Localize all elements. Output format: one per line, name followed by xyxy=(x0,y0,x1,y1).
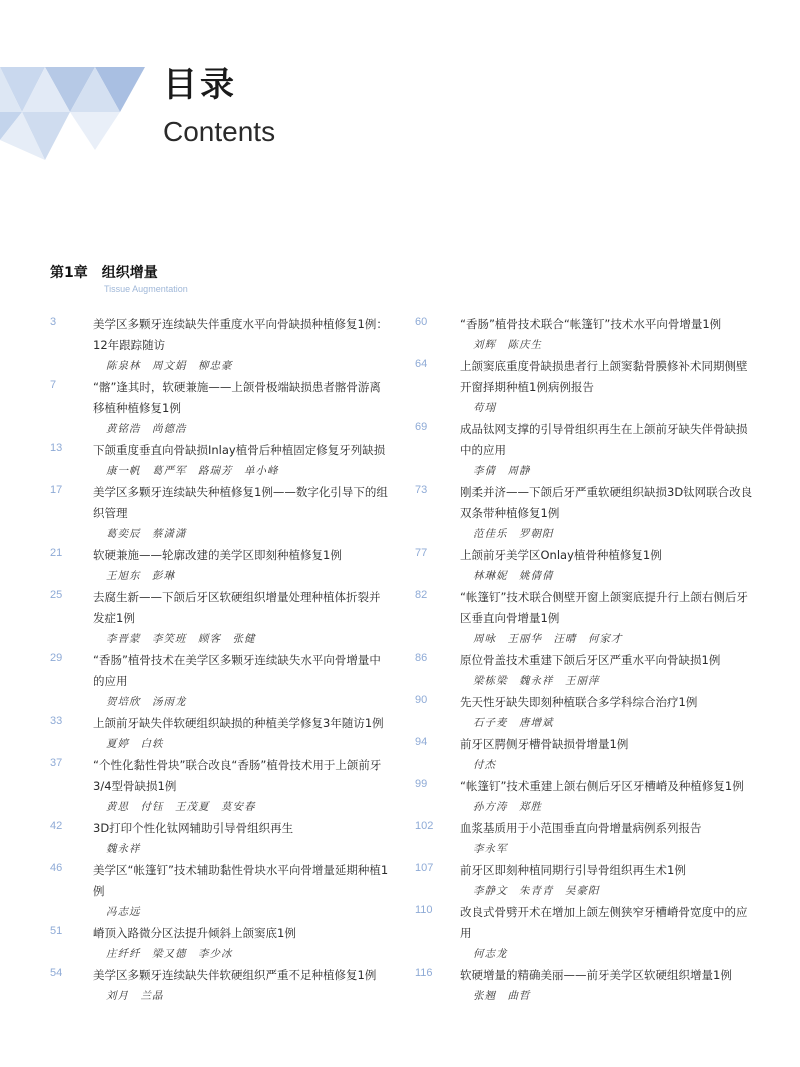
toc-entry-title: 3D打印个性化钛网辅助引导骨组织再生 xyxy=(93,821,294,835)
toc-entry-authors: 石子麦 唐增斌 xyxy=(473,717,554,729)
page-title-zh: 目录 xyxy=(163,65,237,105)
toc-entry-authors: 冯志远 xyxy=(106,906,141,918)
toc-entry-authors: 贺培欣 汤雨龙 xyxy=(106,696,187,708)
toc-entry-authors: 王旭东 彭琳 xyxy=(106,570,175,582)
toc-page-number: 64 xyxy=(415,358,428,370)
toc-entry[interactable] xyxy=(415,692,755,734)
toc-entry-authors: 陈泉林 周文娟 柳忠豪 xyxy=(106,360,233,372)
toc-entry[interactable] xyxy=(50,818,390,860)
toc-entry-title: 下颌重度垂直向骨缺损Inlay植骨后种植固定修复牙列缺损 xyxy=(93,443,386,457)
toc-entry[interactable] xyxy=(50,440,390,482)
toc-entry-authors: 黄铭浩 尚德浩 xyxy=(106,423,187,435)
toc-entry-authors: 何志龙 xyxy=(473,948,508,960)
toc-left-column xyxy=(50,314,390,1007)
toc-entry[interactable] xyxy=(50,650,390,713)
toc-entry-authors: 刘辉 陈庆生 xyxy=(473,339,542,351)
toc-page-number: 73 xyxy=(415,484,428,496)
toc-entry[interactable] xyxy=(415,356,755,419)
toc-page-number: 116 xyxy=(415,967,433,979)
chapter-number: 第1章 xyxy=(50,265,88,281)
toc-page-number: 77 xyxy=(415,547,428,559)
toc-page-number: 69 xyxy=(415,421,428,433)
toc-entry-authors: 刘月 兰晶 xyxy=(106,990,164,1002)
toc-entry-title: “香肠”植骨技术联合“帐篷钉”技术水平向骨增量1例 xyxy=(460,317,722,331)
toc-entry-authors: 庄纤纤 梁又德 李少冰 xyxy=(106,948,233,960)
toc-entry[interactable] xyxy=(415,734,755,776)
toc-entry-title: 嵴顶入路微分区法提升倾斜上颌窦底1例 xyxy=(93,926,296,940)
toc-entry-authors: 梁栋梁 魏永祥 王丽萍 xyxy=(473,675,600,687)
toc-entry-title: 软硬增量的精确美丽——前牙美学区软硬组织增量1例 xyxy=(460,968,732,982)
toc-entry-authors: 夏婷 白轶 xyxy=(106,738,164,750)
chapter-heading xyxy=(50,262,158,282)
toc-entry[interactable] xyxy=(50,545,390,587)
toc-entry[interactable] xyxy=(415,776,755,818)
toc-entry-title: 原位骨盖技术重建下颌后牙区严重水平向骨缺损1例 xyxy=(460,653,721,667)
toc-page-number: 21 xyxy=(50,547,63,559)
toc-entry-authors: 魏永祥 xyxy=(106,843,141,855)
toc-entry-title: 前牙区腭侧牙槽骨缺损骨增量1例 xyxy=(460,737,629,751)
toc-entry-title: 先天性牙缺失即刻种植联合多学科综合治疗1例 xyxy=(460,695,698,709)
toc-entry[interactable] xyxy=(50,713,390,755)
toc-entry-title: 前牙区即刻种植同期行引导骨组织再生术1例 xyxy=(460,863,686,877)
toc-page-number: 46 xyxy=(50,862,63,874)
toc-entry-authors: 孙方涛 郑胜 xyxy=(473,801,542,813)
toc-entry-authors: 黄思 付钰 王茂夏 莫安春 xyxy=(106,801,256,813)
toc-entry[interactable] xyxy=(415,545,755,587)
toc-entry-authors: 康一帆 葛严军 路瑞芳 单小峰 xyxy=(106,465,279,477)
toc-entry-authors: 苟珝 xyxy=(473,402,496,414)
toc-entry-title: “个性化黏性骨块”联合改良“香肠”植骨技术用于上颌前牙3/4型骨缺损1例 xyxy=(93,758,382,793)
toc-entry[interactable] xyxy=(415,482,755,545)
page-title-en: Contents xyxy=(163,116,276,147)
toc-page-number: 17 xyxy=(50,484,63,496)
toc-right-column xyxy=(415,314,755,1007)
toc-page-number: 90 xyxy=(415,694,428,706)
toc-entry[interactable] xyxy=(415,818,755,860)
toc-entry[interactable] xyxy=(50,377,390,440)
toc-page-number: 51 xyxy=(50,925,63,937)
chapter-name: 组织增量 xyxy=(101,265,158,281)
toc-page-number: 42 xyxy=(50,820,63,832)
toc-page-number: 13 xyxy=(50,442,63,454)
toc-entry-authors: 林琳妮 姚倩倩 xyxy=(473,570,554,582)
toc-entry-authors: 范佳乐 罗朝阳 xyxy=(473,528,554,540)
toc-entry[interactable] xyxy=(415,314,755,356)
toc-entry-authors: 张翘 曲哲 xyxy=(473,990,531,1002)
toc-entry-authors: 李静文 朱青青 吴豪阳 xyxy=(473,885,600,897)
toc-page-number: 29 xyxy=(50,652,63,664)
toc-entry[interactable] xyxy=(50,482,390,545)
toc-entry-authors: 周咏 王丽华 汪晴 何家才 xyxy=(473,633,623,645)
toc-page-number: 60 xyxy=(415,316,428,328)
toc-page-number: 99 xyxy=(415,778,428,790)
toc-entry[interactable] xyxy=(415,965,755,1007)
toc-entry[interactable] xyxy=(50,314,390,377)
toc-entry[interactable] xyxy=(415,587,755,650)
toc-entry-title: 上颌窦底重度骨缺损患者行上颌窦黏骨膜修补术同期侧壁开窗择期种植1例病例报告 xyxy=(460,359,748,394)
toc-entry[interactable] xyxy=(50,587,390,650)
toc-entry-title: 去腐生新——下颌后牙区软硬组织增量处理种植体折裂并发症1例 xyxy=(93,590,381,625)
toc-entry[interactable] xyxy=(50,860,390,923)
toc-entry-title: 美学区“帐篷钉”技术辅助黏性骨块水平向骨增量延期种植1例 xyxy=(93,863,389,898)
toc-page-number: 94 xyxy=(415,736,428,748)
toc-entry-title: “香肠”植骨技术在美学区多颗牙连续缺失水平向骨增量中的应用 xyxy=(93,653,381,688)
toc-entry-title: 成品钛网支撑的引导骨组织再生在上颌前牙缺失伴骨缺损中的应用 xyxy=(460,422,748,457)
toc-entry-title: 美学区多颗牙连续缺失伴软硬组织严重不足种植修复1例 xyxy=(93,968,377,982)
toc-page-number: 82 xyxy=(415,589,428,601)
toc-entry[interactable] xyxy=(415,860,755,902)
toc-page-number: 102 xyxy=(415,820,434,832)
toc-page-number: 25 xyxy=(50,589,63,601)
toc-entry-authors: 李晋蒙 李笑班 顾客 张健 xyxy=(106,633,256,645)
toc-entry[interactable] xyxy=(415,902,755,965)
toc-page-number: 86 xyxy=(415,652,428,664)
decorative-triangles xyxy=(0,0,150,165)
toc-page-number: 37 xyxy=(50,757,63,769)
toc-entry[interactable] xyxy=(50,923,390,965)
toc-page-number: 110 xyxy=(415,904,433,916)
toc-entry[interactable] xyxy=(415,650,755,692)
toc-entry[interactable] xyxy=(50,965,390,1007)
toc-entry-title: 软硬兼施——轮廓改建的美学区即刻种植修复1例 xyxy=(93,548,342,562)
toc-entry-title: 上颌前牙美学区Onlay植骨种植修复1例 xyxy=(460,548,662,562)
toc-entry-title: “帐篷钉”技术重建上颌右侧后牙区牙槽嵴及种植修复1例 xyxy=(460,779,744,793)
toc-entry[interactable] xyxy=(415,419,755,482)
toc-entry-title: 上颌前牙缺失伴软硬组织缺损的种植美学修复3年随访1例 xyxy=(93,716,384,730)
toc-entry-authors: 李永军 xyxy=(473,843,508,855)
toc-page-number: 33 xyxy=(50,715,63,727)
toc-entry-title: 美学区多颗牙连续缺失伴重度水平向骨缺损种植修复1例：12年跟踪随访 xyxy=(93,317,388,352)
toc-entry-title: 改良式骨劈开术在增加上颌左侧狭窄牙槽嵴骨宽度中的应用 xyxy=(460,905,748,940)
toc-entry-authors: 葛奕辰 蔡潇潇 xyxy=(106,528,187,540)
toc-page-number: 7 xyxy=(50,379,57,391)
toc-entry-authors: 付杰 xyxy=(473,759,496,771)
toc-page-number: 54 xyxy=(50,967,63,979)
toc-entry-title: 刚柔并济——下颌后牙严重软硬组织缺损3D钛网联合改良双条带种植修复1例 xyxy=(460,485,753,520)
chapter-subtitle: Tissue Augmentation xyxy=(104,284,188,294)
toc-page-number: 107 xyxy=(415,862,434,874)
toc-entry-title: “髂”逢其时，软硬兼施——上颌骨极端缺损患者髂骨游离移植种植修复1例 xyxy=(93,380,381,415)
toc-entry-title: “帐篷钉”技术联合侧壁开窗上颌窦底提升行上颌右侧后牙区垂直向骨增量1例 xyxy=(460,590,748,625)
toc-page-number: 3 xyxy=(50,316,57,328)
toc-entry-authors: 李倩 周静 xyxy=(473,465,531,477)
toc-entry-title: 美学区多颗牙连续缺失种植修复1例——数字化引导下的组织管理 xyxy=(93,485,388,520)
toc-entry-title: 血浆基质用于小范围垂直向骨增量病例系列报告 xyxy=(460,821,702,835)
toc-entry[interactable] xyxy=(50,755,390,818)
